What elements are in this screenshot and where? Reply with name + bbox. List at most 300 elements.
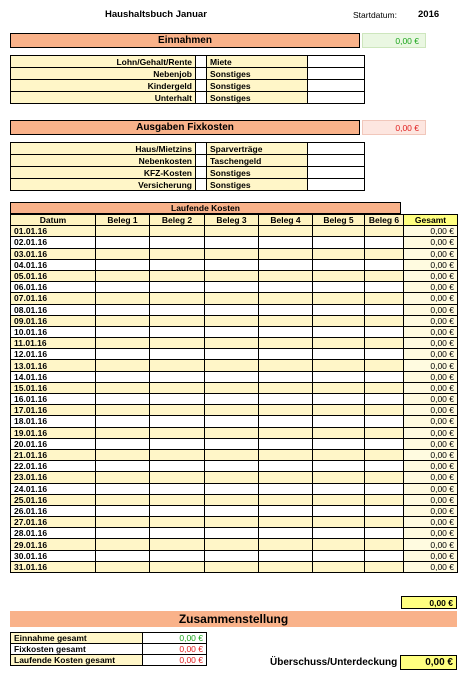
receipt-input-cell[interactable] xyxy=(150,338,205,349)
row-total-cell: 0,00 € xyxy=(404,259,458,270)
receipt-input-cell[interactable] xyxy=(259,505,313,516)
date-cell: 20.01.16 xyxy=(11,438,96,449)
receipt-input-cell[interactable] xyxy=(96,427,150,438)
date-cell: 09.01.16 xyxy=(11,315,96,326)
receipt-input-cell[interactable] xyxy=(259,338,313,349)
row-total-cell: 0,00 € xyxy=(404,449,458,460)
receipt-input-cell[interactable] xyxy=(150,248,205,259)
receipt-input-cell[interactable] xyxy=(205,394,259,405)
receipt-input-cell[interactable] xyxy=(259,405,313,416)
income-input[interactable] xyxy=(196,56,207,68)
receipt-input-cell[interactable] xyxy=(205,416,259,427)
receipt-input-cell[interactable] xyxy=(205,539,259,550)
table-row xyxy=(11,248,458,259)
receipt-input-cell[interactable] xyxy=(259,270,313,281)
receipt-input-cell[interactable] xyxy=(96,472,150,483)
receipt-input-cell[interactable] xyxy=(365,282,404,293)
receipt-input-cell[interactable] xyxy=(365,382,404,393)
receipt-input-cell[interactable] xyxy=(96,315,150,326)
receipt-input-cell[interactable] xyxy=(313,226,365,237)
receipt-input-cell[interactable] xyxy=(96,226,150,237)
row-total-cell: 0,00 € xyxy=(404,483,458,494)
receipt-input-cell[interactable] xyxy=(150,371,205,382)
receipt-input-cell[interactable] xyxy=(205,449,259,460)
receipt-input-cell[interactable] xyxy=(205,237,259,248)
row-total-cell: 0,00 € xyxy=(404,416,458,427)
receipt-input-cell[interactable] xyxy=(150,282,205,293)
income-label: Sonstiges xyxy=(207,80,308,92)
receipt-input-cell[interactable] xyxy=(259,449,313,460)
receipt-input-cell[interactable] xyxy=(365,483,404,494)
receipt-input-cell[interactable] xyxy=(313,315,365,326)
receipt-input-cell[interactable] xyxy=(150,483,205,494)
receipt-input-cell[interactable] xyxy=(96,539,150,550)
receipt-input-cell[interactable] xyxy=(365,550,404,561)
receipt-input-cell[interactable] xyxy=(365,405,404,416)
row-total-cell: 0,00 € xyxy=(404,505,458,516)
receipt-input-cell[interactable] xyxy=(150,326,205,337)
receipt-input-cell[interactable] xyxy=(259,528,313,539)
date-cell: 31.01.16 xyxy=(11,561,96,572)
sheet-title: Haushaltsbuch Januar xyxy=(105,9,207,20)
receipt-input-cell[interactable] xyxy=(96,360,150,371)
running-costs-grand-total: 0,00 € xyxy=(429,597,453,608)
receipt-input-cell[interactable] xyxy=(313,259,365,270)
receipt-input-cell[interactable] xyxy=(205,371,259,382)
receipt-input-cell[interactable] xyxy=(150,382,205,393)
receipt-input-cell[interactable] xyxy=(205,315,259,326)
row-total-cell: 0,00 € xyxy=(404,561,458,572)
receipt-input-cell[interactable] xyxy=(365,248,404,259)
receipt-input-cell[interactable] xyxy=(205,304,259,315)
receipt-input-cell[interactable] xyxy=(205,338,259,349)
running-costs-table xyxy=(10,214,458,573)
receipt-input-cell[interactable] xyxy=(259,494,313,505)
receipt-input-cell[interactable] xyxy=(150,461,205,472)
receipt-input-cell[interactable] xyxy=(96,517,150,528)
receipt-input-cell[interactable] xyxy=(365,237,404,248)
date-cell: 05.01.16 xyxy=(11,270,96,281)
table-row xyxy=(11,56,365,68)
running-costs-section-title: Laufende Kosten xyxy=(171,203,240,213)
receipt-input-cell[interactable] xyxy=(365,416,404,427)
receipt-input-cell[interactable] xyxy=(313,550,365,561)
receipt-input-cell[interactable] xyxy=(313,405,365,416)
summary-value: 0,00 € xyxy=(143,655,207,666)
receipt-input-cell[interactable] xyxy=(259,248,313,259)
receipt-input-cell[interactable] xyxy=(365,304,404,315)
receipt-input-cell[interactable] xyxy=(96,382,150,393)
row-total-cell: 0,00 € xyxy=(404,282,458,293)
table-row xyxy=(11,449,458,460)
fixed-cost-input[interactable] xyxy=(308,179,365,191)
table-row xyxy=(11,293,458,304)
receipt-input-cell[interactable] xyxy=(205,259,259,270)
receipt-input-cell[interactable] xyxy=(313,449,365,460)
summary-label: Laufende Kosten gesamt xyxy=(11,655,143,666)
receipt-input-cell[interactable] xyxy=(259,259,313,270)
table-row xyxy=(11,644,207,655)
receipt-input-cell[interactable] xyxy=(205,505,259,516)
receipt-input-cell[interactable] xyxy=(365,349,404,360)
receipt-input-cell[interactable] xyxy=(313,371,365,382)
date-cell: 16.01.16 xyxy=(11,394,96,405)
receipt-input-cell[interactable] xyxy=(365,461,404,472)
date-cell: 21.01.16 xyxy=(11,449,96,460)
table-row xyxy=(11,472,458,483)
receipt-input-cell[interactable] xyxy=(150,472,205,483)
receipt-input-cell[interactable] xyxy=(313,438,365,449)
receipt-input-cell[interactable] xyxy=(259,237,313,248)
column-header: Beleg 2 xyxy=(150,215,205,226)
receipt-input-cell[interactable] xyxy=(150,494,205,505)
receipt-input-cell[interactable] xyxy=(205,438,259,449)
receipt-input-cell[interactable] xyxy=(313,427,365,438)
date-cell: 03.01.16 xyxy=(11,248,96,259)
receipt-input-cell[interactable] xyxy=(205,293,259,304)
receipt-input-cell[interactable] xyxy=(96,483,150,494)
receipt-input-cell[interactable] xyxy=(96,282,150,293)
receipt-input-cell[interactable] xyxy=(313,561,365,572)
receipt-input-cell[interactable] xyxy=(150,304,205,315)
receipt-input-cell[interactable] xyxy=(259,483,313,494)
receipt-input-cell[interactable] xyxy=(205,360,259,371)
receipt-input-cell[interactable] xyxy=(313,416,365,427)
receipt-input-cell[interactable] xyxy=(313,494,365,505)
summary-label: Fixkosten gesamt xyxy=(11,644,143,655)
table-row xyxy=(11,167,365,179)
receipt-input-cell[interactable] xyxy=(150,449,205,460)
fixed-cost-input[interactable] xyxy=(308,143,365,155)
fixed-cost-input[interactable] xyxy=(196,179,207,191)
receipt-input-cell[interactable] xyxy=(259,315,313,326)
receipt-input-cell[interactable] xyxy=(365,338,404,349)
receipt-input-cell[interactable] xyxy=(150,349,205,360)
date-cell: 30.01.16 xyxy=(11,550,96,561)
receipt-input-cell[interactable] xyxy=(150,259,205,270)
row-total-cell: 0,00 € xyxy=(404,472,458,483)
table-row xyxy=(11,405,458,416)
receipt-input-cell[interactable] xyxy=(313,326,365,337)
row-total-cell: 0,00 € xyxy=(404,293,458,304)
receipt-input-cell[interactable] xyxy=(259,226,313,237)
table-row xyxy=(11,528,458,539)
row-total-cell: 0,00 € xyxy=(404,270,458,281)
row-total-cell: 0,00 € xyxy=(404,517,458,528)
receipt-input-cell[interactable] xyxy=(365,315,404,326)
income-input[interactable] xyxy=(196,80,207,92)
receipt-input-cell[interactable] xyxy=(259,282,313,293)
receipt-input-cell[interactable] xyxy=(365,561,404,572)
row-total-cell: 0,00 € xyxy=(404,528,458,539)
income-input[interactable] xyxy=(308,68,365,80)
receipt-input-cell[interactable] xyxy=(365,326,404,337)
running-costs-grand-total-box xyxy=(401,596,457,609)
receipt-input-cell[interactable] xyxy=(96,416,150,427)
table-row xyxy=(11,394,458,405)
income-input[interactable] xyxy=(196,68,207,80)
receipt-input-cell[interactable] xyxy=(150,315,205,326)
receipt-input-cell[interactable] xyxy=(96,405,150,416)
fixed-costs-total-box xyxy=(362,120,426,135)
fixed-cost-input[interactable] xyxy=(196,143,207,155)
table-row xyxy=(11,259,458,270)
table-row xyxy=(11,494,458,505)
receipt-input-cell[interactable] xyxy=(365,270,404,281)
receipt-input-cell[interactable] xyxy=(313,270,365,281)
receipt-input-cell[interactable] xyxy=(365,226,404,237)
receipt-input-cell[interactable] xyxy=(313,382,365,393)
receipt-input-cell[interactable] xyxy=(365,259,404,270)
receipt-input-cell[interactable] xyxy=(313,237,365,248)
receipt-input-cell[interactable] xyxy=(205,427,259,438)
table-row xyxy=(11,633,207,644)
receipt-input-cell[interactable] xyxy=(96,270,150,281)
summary-section-bar xyxy=(10,611,457,627)
receipt-input-cell[interactable] xyxy=(205,528,259,539)
balance-box xyxy=(400,655,457,670)
receipt-input-cell[interactable] xyxy=(259,539,313,550)
income-input[interactable] xyxy=(308,92,365,104)
receipt-input-cell[interactable] xyxy=(150,528,205,539)
receipt-input-cell[interactable] xyxy=(96,237,150,248)
receipt-input-cell[interactable] xyxy=(365,472,404,483)
receipt-input-cell[interactable] xyxy=(259,304,313,315)
income-total-box xyxy=(362,33,426,48)
receipt-input-cell[interactable] xyxy=(365,293,404,304)
receipt-input-cell[interactable] xyxy=(313,293,365,304)
receipt-input-cell[interactable] xyxy=(365,371,404,382)
receipt-input-cell[interactable] xyxy=(205,349,259,360)
receipt-input-cell[interactable] xyxy=(205,483,259,494)
date-cell: 11.01.16 xyxy=(11,338,96,349)
table-row xyxy=(11,80,365,92)
receipt-input-cell[interactable] xyxy=(150,416,205,427)
receipt-input-cell[interactable] xyxy=(150,226,205,237)
fixed-cost-input[interactable] xyxy=(196,155,207,167)
receipt-input-cell[interactable] xyxy=(313,349,365,360)
receipt-input-cell[interactable] xyxy=(96,338,150,349)
receipt-input-cell[interactable] xyxy=(365,438,404,449)
income-section-title: Einnahmen xyxy=(158,35,212,46)
column-header: Datum xyxy=(11,215,96,226)
row-total-cell: 0,00 € xyxy=(404,405,458,416)
table-row xyxy=(11,282,458,293)
receipt-input-cell[interactable] xyxy=(96,561,150,572)
receipt-input-cell[interactable] xyxy=(205,226,259,237)
date-cell: 29.01.16 xyxy=(11,539,96,550)
income-input[interactable] xyxy=(308,56,365,68)
income-label: Kindergeld xyxy=(11,80,196,92)
row-total-cell: 0,00 € xyxy=(404,237,458,248)
receipt-input-cell[interactable] xyxy=(259,550,313,561)
table-row xyxy=(11,505,458,516)
receipt-input-cell[interactable] xyxy=(259,360,313,371)
receipt-input-cell[interactable] xyxy=(150,394,205,405)
receipt-input-cell[interactable] xyxy=(313,528,365,539)
receipt-input-cell[interactable] xyxy=(205,461,259,472)
receipt-input-cell[interactable] xyxy=(205,405,259,416)
receipt-input-cell[interactable] xyxy=(313,360,365,371)
table-row xyxy=(11,371,458,382)
receipt-input-cell[interactable] xyxy=(365,517,404,528)
receipt-input-cell[interactable] xyxy=(313,394,365,405)
row-total-cell: 0,00 € xyxy=(404,349,458,360)
table-row xyxy=(11,237,458,248)
receipt-input-cell[interactable] xyxy=(259,371,313,382)
receipt-input-cell[interactable] xyxy=(205,494,259,505)
summary-value: 0,00 € xyxy=(143,644,207,655)
receipt-input-cell[interactable] xyxy=(365,427,404,438)
receipt-input-cell[interactable] xyxy=(96,494,150,505)
receipt-input-cell[interactable] xyxy=(313,304,365,315)
receipt-input-cell[interactable] xyxy=(150,427,205,438)
receipt-input-cell[interactable] xyxy=(259,517,313,528)
receipt-input-cell[interactable] xyxy=(205,382,259,393)
receipt-input-cell[interactable] xyxy=(313,461,365,472)
table-row xyxy=(11,517,458,528)
table-row xyxy=(11,382,458,393)
receipt-input-cell[interactable] xyxy=(259,416,313,427)
receipt-input-cell[interactable] xyxy=(313,517,365,528)
row-total-cell: 0,00 € xyxy=(404,427,458,438)
receipt-input-cell[interactable] xyxy=(150,505,205,516)
receipt-input-cell[interactable] xyxy=(150,237,205,248)
receipt-input-cell[interactable] xyxy=(96,461,150,472)
receipt-input-cell[interactable] xyxy=(96,505,150,516)
receipt-input-cell[interactable] xyxy=(365,394,404,405)
balance-label: Überschuss/Unterdeckung xyxy=(270,657,398,668)
receipt-input-cell[interactable] xyxy=(150,517,205,528)
table-row xyxy=(11,539,458,550)
receipt-input-cell[interactable] xyxy=(365,449,404,460)
receipt-input-cell[interactable] xyxy=(150,360,205,371)
income-label: Miete xyxy=(207,56,308,68)
receipt-input-cell[interactable] xyxy=(259,561,313,572)
receipt-input-cell[interactable] xyxy=(96,326,150,337)
date-cell: 19.01.16 xyxy=(11,427,96,438)
table-row xyxy=(11,226,458,237)
receipt-input-cell[interactable] xyxy=(205,248,259,259)
receipt-input-cell[interactable] xyxy=(313,472,365,483)
row-total-cell: 0,00 € xyxy=(404,371,458,382)
table-row xyxy=(11,155,365,167)
receipt-input-cell[interactable] xyxy=(365,505,404,516)
fixed-costs-table xyxy=(10,142,365,191)
receipt-input-cell[interactable] xyxy=(259,382,313,393)
summary-table xyxy=(10,632,207,666)
column-header: Beleg 4 xyxy=(259,215,313,226)
receipt-input-cell[interactable] xyxy=(205,561,259,572)
date-cell: 01.01.16 xyxy=(11,226,96,237)
column-header: Beleg 5 xyxy=(313,215,365,226)
receipt-input-cell[interactable] xyxy=(259,461,313,472)
fixed-cost-label: Nebenkosten xyxy=(11,155,196,167)
table-row xyxy=(11,438,458,449)
table-row xyxy=(11,304,458,315)
fixed-cost-input[interactable] xyxy=(196,167,207,179)
receipt-input-cell[interactable] xyxy=(150,405,205,416)
receipt-input-cell[interactable] xyxy=(150,561,205,572)
receipt-input-cell[interactable] xyxy=(313,505,365,516)
receipt-input-cell[interactable] xyxy=(96,248,150,259)
receipt-input-cell[interactable] xyxy=(259,427,313,438)
receipt-input-cell[interactable] xyxy=(365,528,404,539)
receipt-input-cell[interactable] xyxy=(205,517,259,528)
receipt-input-cell[interactable] xyxy=(96,394,150,405)
receipt-input-cell[interactable] xyxy=(96,528,150,539)
receipt-input-cell[interactable] xyxy=(259,438,313,449)
receipt-input-cell[interactable] xyxy=(205,270,259,281)
column-header: Beleg 1 xyxy=(96,215,150,226)
receipt-input-cell[interactable] xyxy=(365,494,404,505)
row-total-cell: 0,00 € xyxy=(404,550,458,561)
receipt-input-cell[interactable] xyxy=(205,550,259,561)
fixed-cost-label: Sonstiges xyxy=(207,167,308,179)
date-cell: 04.01.16 xyxy=(11,259,96,270)
receipt-input-cell[interactable] xyxy=(205,472,259,483)
receipt-input-cell[interactable] xyxy=(150,293,205,304)
receipt-input-cell[interactable] xyxy=(313,483,365,494)
start-date-label: Startdatum: xyxy=(353,10,397,20)
receipt-input-cell[interactable] xyxy=(150,539,205,550)
date-cell: 28.01.16 xyxy=(11,528,96,539)
date-cell: 27.01.16 xyxy=(11,517,96,528)
income-input[interactable] xyxy=(308,80,365,92)
table-row xyxy=(11,92,365,104)
row-total-cell: 0,00 € xyxy=(404,304,458,315)
receipt-input-cell[interactable] xyxy=(150,270,205,281)
receipt-input-cell[interactable] xyxy=(365,539,404,550)
start-year[interactable]: 2016 xyxy=(418,9,440,20)
receipt-input-cell[interactable] xyxy=(205,326,259,337)
row-total-cell: 0,00 € xyxy=(404,360,458,371)
date-cell: 25.01.16 xyxy=(11,494,96,505)
receipt-input-cell[interactable] xyxy=(259,394,313,405)
date-cell: 13.01.16 xyxy=(11,360,96,371)
date-cell: 12.01.16 xyxy=(11,349,96,360)
date-cell: 14.01.16 xyxy=(11,371,96,382)
receipt-input-cell[interactable] xyxy=(259,349,313,360)
receipt-input-cell[interactable] xyxy=(96,349,150,360)
receipt-input-cell[interactable] xyxy=(96,449,150,460)
row-total-cell: 0,00 € xyxy=(404,382,458,393)
table-row xyxy=(11,483,458,494)
receipt-input-cell[interactable] xyxy=(313,539,365,550)
receipt-input-cell[interactable] xyxy=(259,472,313,483)
receipt-input-cell[interactable] xyxy=(96,438,150,449)
receipt-input-cell[interactable] xyxy=(313,248,365,259)
table-header-row xyxy=(11,215,458,226)
receipt-input-cell[interactable] xyxy=(313,282,365,293)
receipt-input-cell[interactable] xyxy=(259,293,313,304)
receipt-input-cell[interactable] xyxy=(96,371,150,382)
fixed-cost-input[interactable] xyxy=(308,167,365,179)
receipt-input-cell[interactable] xyxy=(150,550,205,561)
receipt-input-cell[interactable] xyxy=(96,293,150,304)
receipt-input-cell[interactable] xyxy=(96,259,150,270)
receipt-input-cell[interactable] xyxy=(96,304,150,315)
receipt-input-cell[interactable] xyxy=(365,360,404,371)
receipt-input-cell[interactable] xyxy=(259,326,313,337)
receipt-input-cell[interactable] xyxy=(96,550,150,561)
fixed-cost-input[interactable] xyxy=(308,155,365,167)
income-input[interactable] xyxy=(196,92,207,104)
fixed-cost-label: Sparverträge xyxy=(207,143,308,155)
receipt-input-cell[interactable] xyxy=(313,338,365,349)
receipt-input-cell[interactable] xyxy=(150,438,205,449)
receipt-input-cell[interactable] xyxy=(205,282,259,293)
